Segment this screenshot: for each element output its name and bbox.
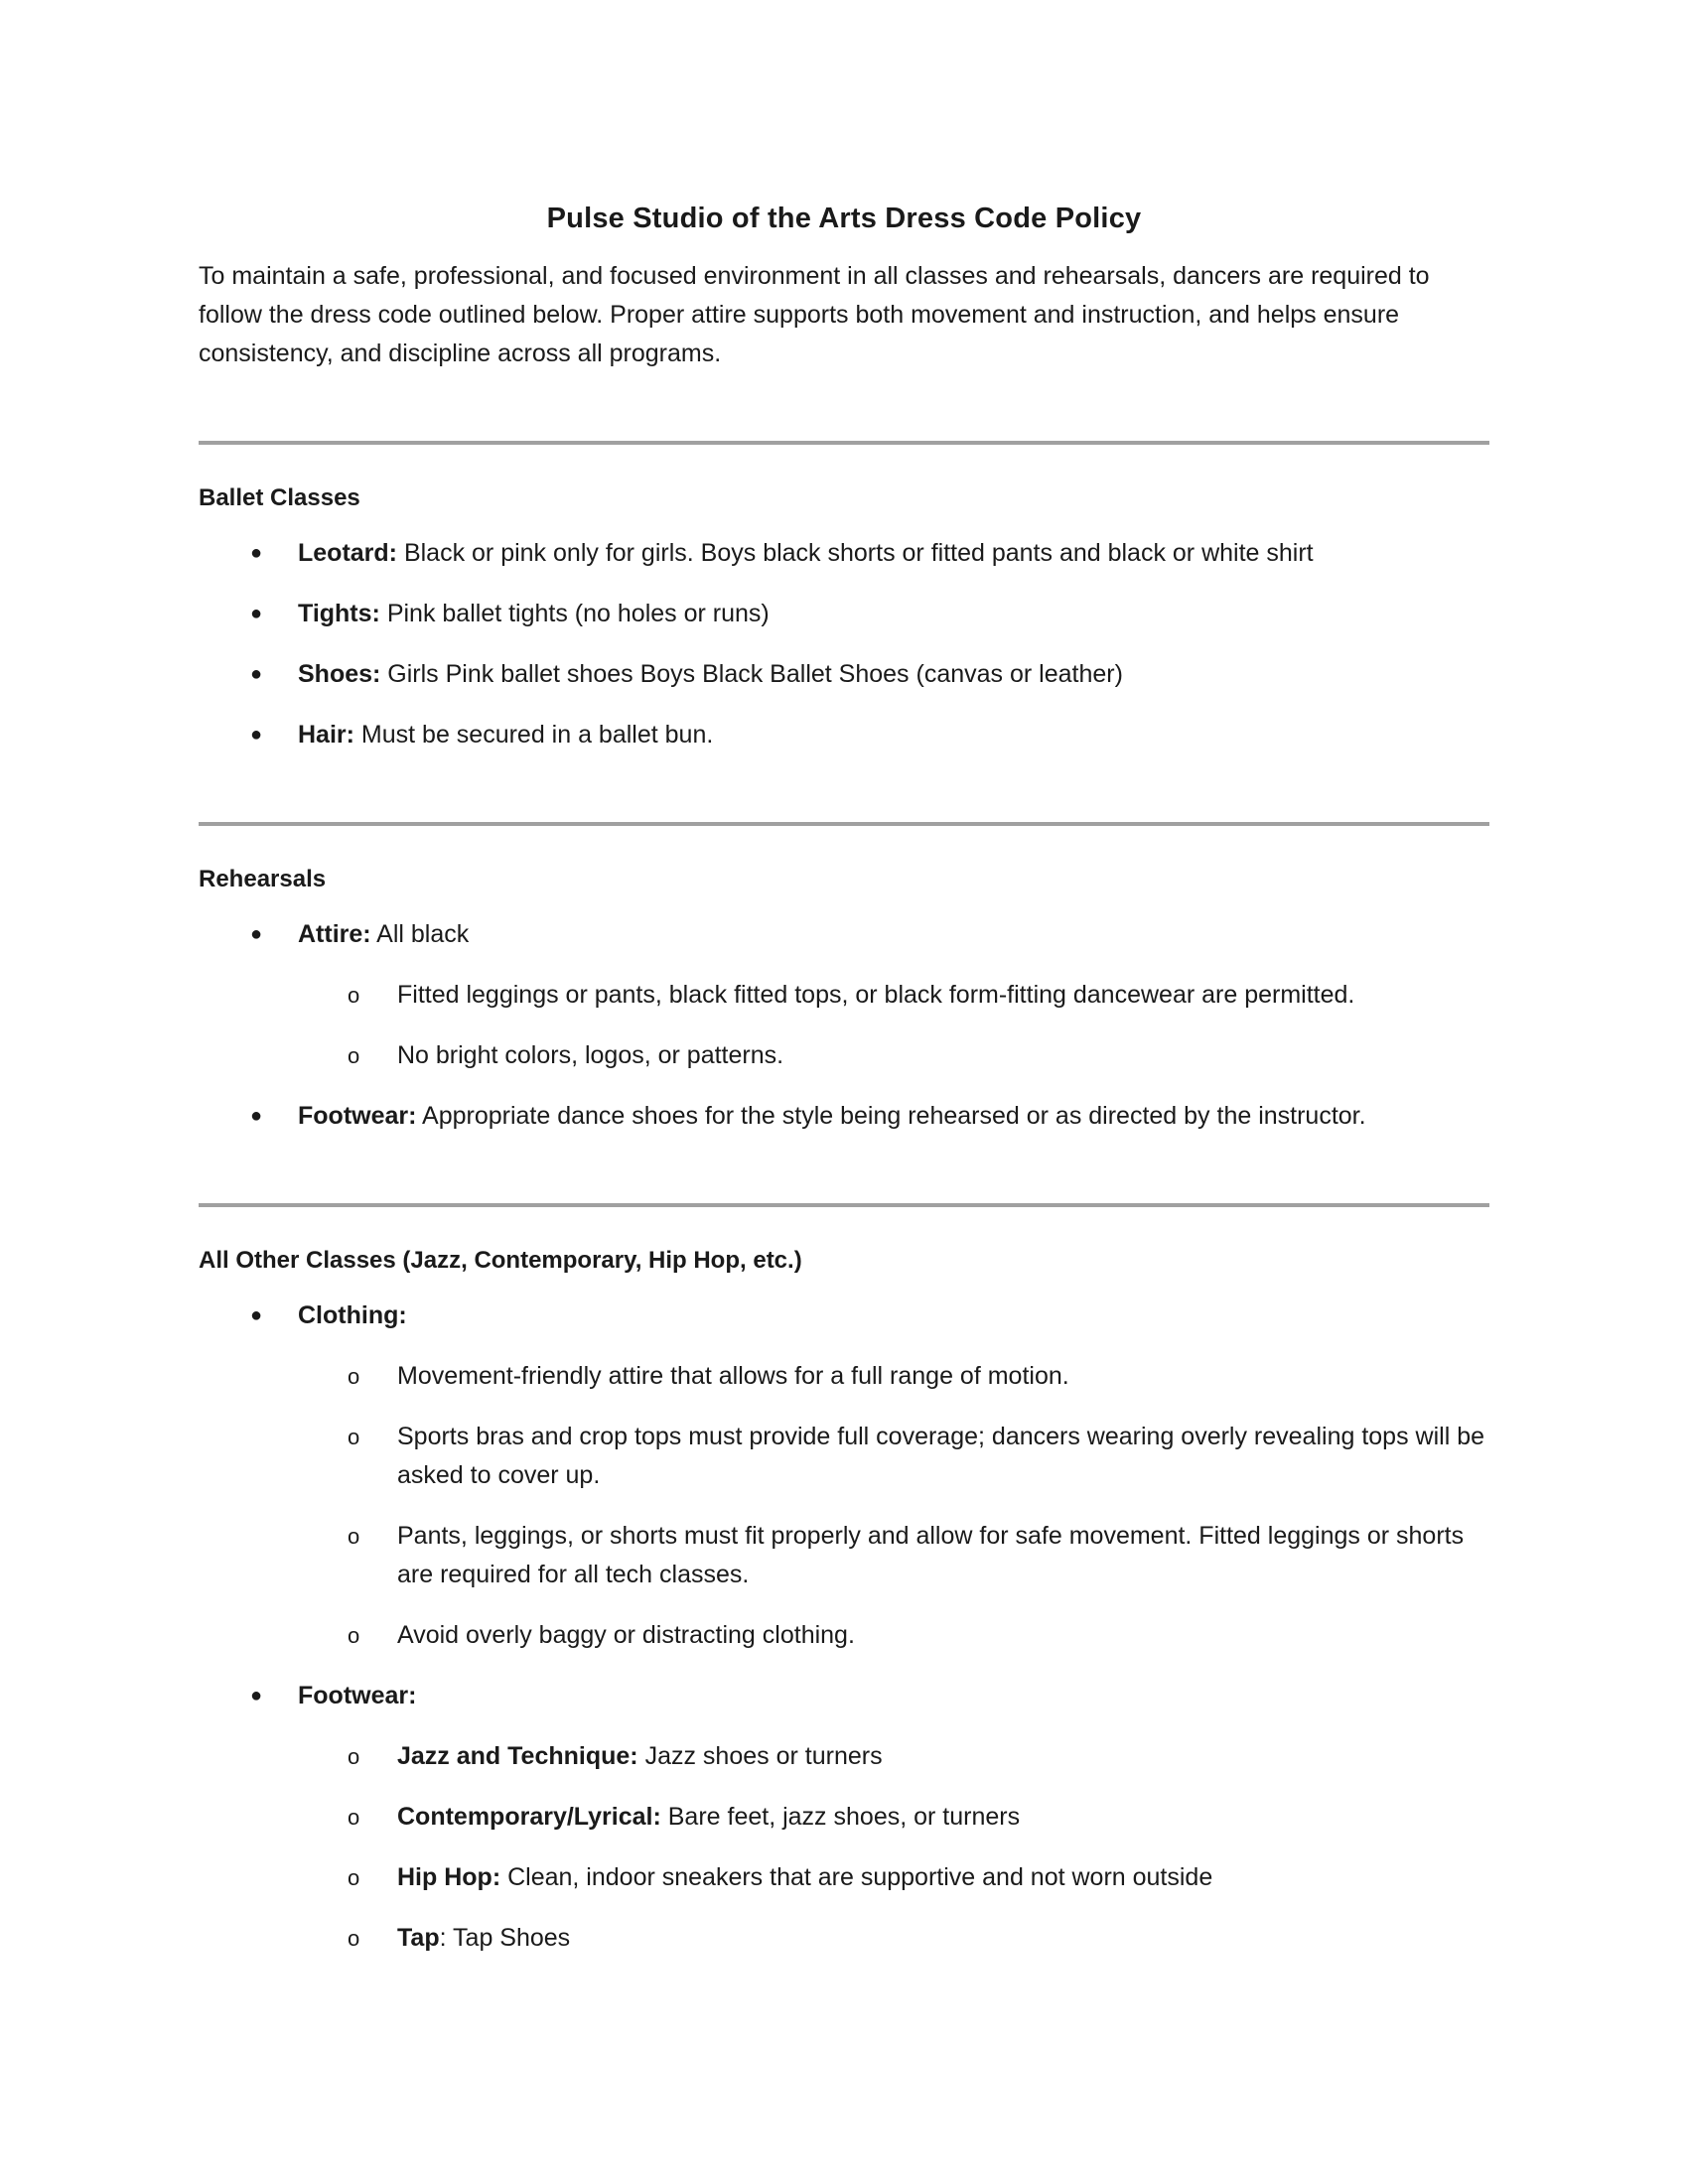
page-title: Pulse Studio of the Arts Dress Code Policy [546,203,1142,234]
sub-list-item: o Tap: Tap Shoes [199,1919,1489,1958]
list-item: ● Clothing: [199,1297,1489,1335]
sub-bullet-marker: o [348,1865,360,1890]
intro-paragraph: To maintain a safe, professional, and focused environment in all classes and rehearsals, dancers are required to follow the dress code outlined below. Proper attire supports both movement and instruction, and helps ensure consistency, and discipline across all programs. [199,262,1430,367]
ballet-heading: Ballet Classes [199,484,360,511]
sub-list-item: o No bright colors, logos, or patterns. [199,1036,1489,1075]
document-page [199,191,1489,1958]
bullet-marker: ● [250,663,263,685]
list-item: ● Shoes: Girls Pink ballet shoes Boys Black Ballet Shoes (canvas or leather) [199,655,1489,694]
sub-list-item: o Movement-friendly attire that allows for a full range of motion. [199,1357,1489,1396]
sub-bullet-marker: o [348,1043,360,1068]
other-classes-list [199,1297,1489,1958]
sub-list-item: o Sports bras and crop tops must provide full coverage; dancers wearing overly revealing tops will be asked to cover up. [199,1418,1489,1495]
sub-bullet-marker: o [348,983,360,1008]
bullet-marker: ● [250,1304,263,1326]
sub-bullet-marker: o [348,1524,360,1549]
sub-bullet-marker: o [348,1805,360,1830]
bullet-marker: ● [250,1105,263,1127]
bullet-marker: ● [250,603,263,624]
bullet-marker: ● [250,542,263,564]
sub-list-item: o Avoid overly baggy or distracting clothing. [199,1616,1489,1655]
list-item: ● Footwear: Appropriate dance shoes for the style being rehearsed or as directed by the instructor. [199,1097,1489,1136]
sub-list-item: o Pants, leggings, or shorts must fit properly and allow for safe movement. Fitted leggings or shorts are required for all tech classes. [199,1517,1489,1594]
other-classes-heading: All Other Classes (Jazz, Contemporary, Hip Hop, etc.) [199,1247,802,1274]
bullet-marker: ● [250,724,263,746]
list-item: ● Leotard: Black or pink only for girls. Boys black shorts or fitted pants and black or white shirt [199,534,1489,573]
list-item: ● Footwear: [199,1677,1489,1715]
list-item: ● Hair: Must be secured in a ballet bun. [199,716,1489,754]
section-divider [199,1203,1489,1207]
sub-bullet-marker: o [348,1623,360,1648]
sub-list-item: o Hip Hop: Clean, indoor sneakers that are supportive and not worn outside [199,1858,1489,1897]
sub-bullet-marker: o [348,1926,360,1951]
sub-bullet-marker: o [348,1425,360,1449]
section-divider [199,441,1489,445]
bullet-marker: ● [250,923,263,945]
bullet-marker: ● [250,1685,263,1706]
rehearsals-list [199,915,1489,1136]
list-item: ● Attire: All black [199,915,1489,954]
section-divider [199,822,1489,826]
ballet-list [199,534,1489,754]
sub-list-item: o Fitted leggings or pants, black fitted tops, or black form-fitting dancewear are permitted. [199,976,1489,1015]
rehearsals-heading: Rehearsals [199,866,327,892]
sub-list-item: o Jazz and Technique: Jazz shoes or turners [199,1737,1489,1776]
list-item: ● Tights: Pink ballet tights (no holes or runs) [199,595,1489,633]
sub-bullet-marker: o [348,1744,360,1769]
sub-list-item: o Contemporary/Lyrical: Bare feet, jazz shoes, or turners [199,1798,1489,1837]
sub-bullet-marker: o [348,1364,360,1389]
